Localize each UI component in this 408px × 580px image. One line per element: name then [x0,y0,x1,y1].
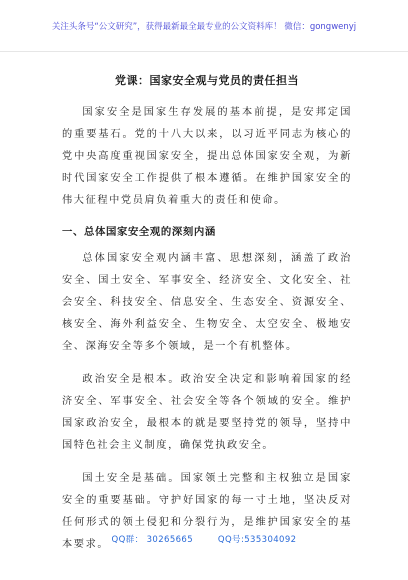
intro-paragraph: 国家安全是国家生存发展的基本前提，是安邦定国的重要基石。党的十八大以来，以习近平同志为核心的党中央高度重视国家安全，提出总体国家安全观，为新时代国家安全工作提供了根本遵循。在维护国家安全的伟大征程中党员肩负着重大的责任和使命。 [62,107,352,206]
section-heading: 一、总体国家安全观的深刻内涵 [62,226,216,238]
header-banner-text: 关注头条号“公文研究”，获得最新最全最专业的公文资料库！ 微信：gongwenyj [51,22,357,32]
document-page [62,72,352,567]
footer-contact [0,533,408,545]
body-paragraph-2: 政治安全是根本。政治安全决定和影响着国家的经济安全、军事安全、社会安全等各个领域的安全。维护国家政治安全，最根本的就是要坚持党的领导，坚持中国特色社会主义制度，确保党执政安全。 [62,374,352,451]
document-title: 党课：国家安全观与党员的责任担当 [115,74,299,87]
footer-contact-text: QQ群： 30265665 QQ号:535304092 [111,535,297,545]
body-paragraph-3: 国土安全是基础。国家领土完整和主权独立是国家安全的重要基础。守护好国家的每一寸土地，坚决反对任何形式的领土侵犯和分裂行为，是维护国家安全的基本要求。 [62,473,352,550]
body-paragraph-1: 总体国家安全观内涵丰富、思想深刻，涵盖了政治安全、国土安全、军事安全、经济安全、文化安全、社会安全、科技安全、信息安全、生态安全、资源安全、核安全、海外利益安全、生物安全、太空安全、极地安全、深海安全等多个领域，是一个有机整体。 [62,253,352,352]
header-banner [0,0,408,52]
